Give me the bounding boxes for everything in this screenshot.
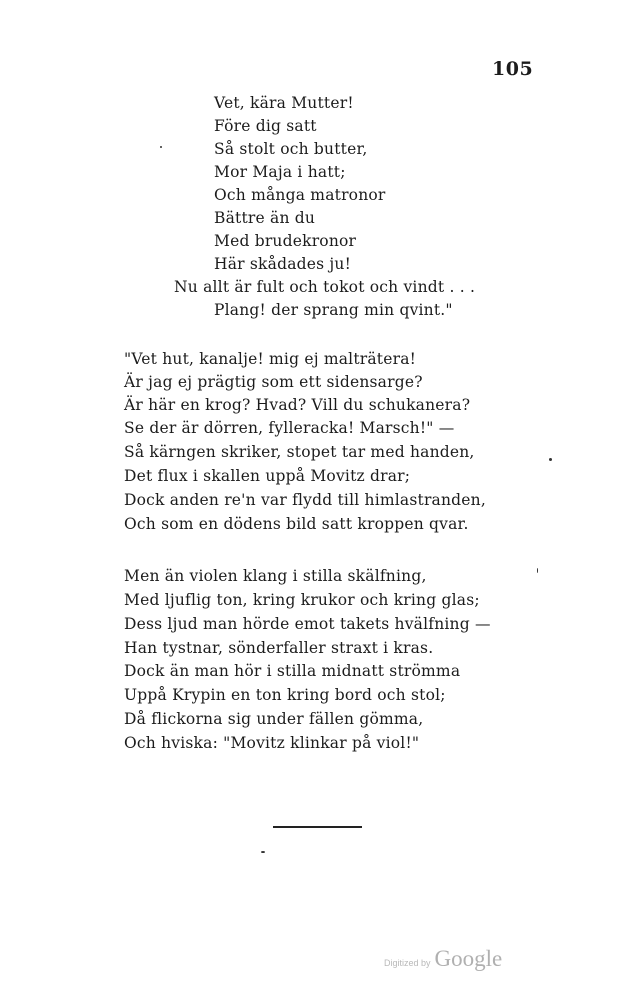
- verse-line: Uppå Krypin en ton kring bord och stol;: [124, 686, 446, 704]
- verse-line: Och som en dödens bild satt kroppen qvar.: [124, 515, 469, 533]
- verse-line: Mor Maja i hatt;: [214, 163, 346, 181]
- verse-line: Dess ljud man hörde emot takets hvälfning —: [124, 615, 491, 633]
- verse-line: Med brudekronor: [214, 232, 357, 250]
- print-speck: [549, 458, 552, 461]
- verse-line: Dock än man hör i stilla midnatt strömma: [124, 662, 461, 680]
- verse-line: Med ljuflig ton, kring krukor och kring glas;: [124, 591, 480, 609]
- verse-line: Se der är dörren, fylleracka! Marsch!" —: [124, 419, 455, 437]
- print-speck: [261, 851, 265, 853]
- page-number: 105: [492, 58, 534, 80]
- print-speck: [537, 568, 538, 573]
- verse-line: Vet, kära Mutter!: [214, 94, 354, 112]
- verse-line: Här skådades ju!: [214, 255, 352, 273]
- verse-line: Är jag ej prägtig som ett sidensarge?: [124, 373, 423, 391]
- google-logo: Google: [434, 946, 503, 971]
- verse-line: Nu allt är fult och tokot och vindt . . .: [174, 278, 476, 296]
- print-speck: [160, 146, 162, 148]
- verse-line: "Vet hut, kanalje! mig ej malträtera!: [124, 350, 417, 368]
- verse-line: Det flux i skallen uppå Movitz drar;: [124, 467, 411, 485]
- digitized-watermark: [384, 946, 502, 972]
- verse-line: Plang! der sprang min qvint.": [214, 301, 453, 319]
- verse-line: Och hviska: "Movitz klinkar på viol!": [124, 734, 420, 752]
- verse-line: Bättre än du: [214, 209, 316, 227]
- verse-line: Dock anden re'n var flydd till himlastranden,: [124, 491, 486, 509]
- digitized-label: Digitized by: [384, 958, 431, 968]
- verse-line: Så stolt och butter,: [214, 140, 368, 158]
- verse-line: Så kärngen skriker, stopet tar med handen,: [124, 443, 475, 461]
- verse-line: Då flickorna sig under fällen gömma,: [124, 710, 424, 728]
- verse-line: Är här en krog? Hvad? Vill du schukanera?: [124, 396, 471, 414]
- verse-line: Före dig satt: [214, 117, 317, 135]
- end-rule: [273, 826, 362, 828]
- verse-line: Men än violen klang i stilla skälfning,: [124, 567, 427, 585]
- verse-line: Han tystnar, sönderfaller straxt i kras.: [124, 639, 434, 657]
- verse-line: Och många matronor: [214, 186, 386, 204]
